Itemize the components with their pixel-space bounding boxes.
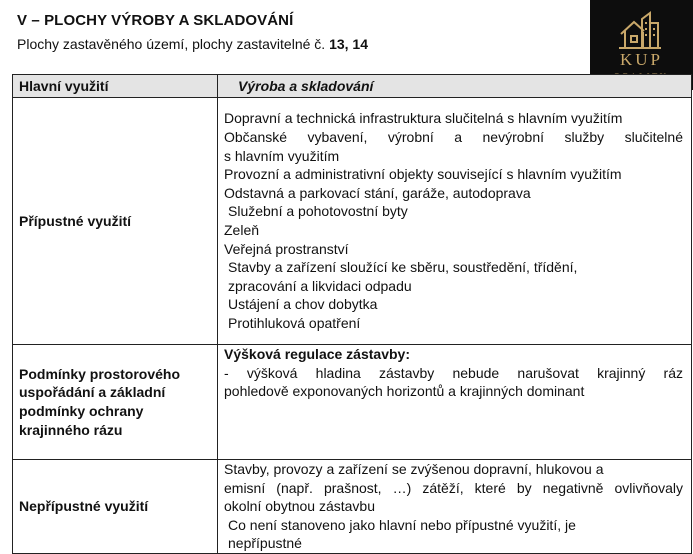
house-buildings-icon	[618, 10, 664, 52]
row-content-permitted	[218, 98, 692, 345]
subtitle-numbers: 13, 14	[329, 36, 368, 52]
list-item: - výšková hladina zástavby nebude narušovat krajinný ráz	[224, 364, 683, 381]
list-item: s hlavním využitím	[224, 147, 340, 164]
list-item: Dopravní a technická infrastruktura slučitelná s hlavním využitím	[224, 110, 623, 127]
regulation-table	[12, 74, 692, 554]
subtitle-text: Plochy zastavěného území, plochy zastavitelné č.	[17, 36, 330, 52]
list-item: pohledově exponovaných horizontů a krajinných dominant	[224, 383, 585, 400]
section-heading: Výšková regulace zástavby:	[224, 346, 410, 362]
list-item: Protihluková opatření	[228, 314, 361, 331]
page-subtitle	[17, 36, 368, 52]
table-row-permitted	[13, 98, 692, 345]
header-main-use-value: Výroba a skladování	[218, 75, 692, 98]
list-item: zpracování a likvidaci odpadu	[228, 277, 412, 294]
header-main-use-label: Hlavní využití	[13, 75, 218, 98]
row-label-spatial-conditions: Podmínky prostorového uspořádání a základní podmínky ochrany krajinného rázu	[13, 345, 218, 460]
list-item: Ustájení a chov dobytka	[228, 296, 378, 313]
list-item: Provozní a administrativní objekty související s hlavním využitím	[224, 166, 622, 183]
list-item: Zeleň	[224, 222, 260, 238]
page-title: V – PLOCHY VÝROBY A SKLADOVÁNÍ	[17, 12, 294, 29]
list-item: okolní obytnou zástavbu	[224, 498, 375, 515]
list-item: Občanské vybavení, výrobní a nevýrobní služby slučitelné	[224, 129, 683, 146]
logo-brand: KUP	[619, 50, 663, 69]
list-item: Odstavná a parkovací stání, garáže, autodoprava	[224, 184, 531, 201]
table-row-prohibited	[13, 460, 692, 554]
row-label-prohibited: Nepřípustné využití	[13, 460, 218, 554]
list-item: Stavby, provozy a zařízení se zvýšenou dopravní, hlukovou a	[224, 461, 604, 477]
row-content-spatial-conditions	[218, 345, 692, 460]
list-item: Veřejná prostranství	[224, 240, 349, 257]
table-header-row	[13, 75, 692, 98]
list-item: emisní (např. prašnost, …) zátěží, které by negativně ovlivňovaly	[224, 479, 683, 496]
row-content-prohibited	[218, 460, 692, 554]
list-item: Co není stanoveno jako hlavní nebo přípustné využití, je	[228, 516, 576, 533]
list-item: Služební a pohotovostní byty	[228, 203, 408, 220]
list-item: Stavby a zařízení sloužící ke sběru, soustředění, třídění,	[228, 259, 578, 276]
list-item: nepřípustné	[228, 535, 302, 552]
row-label-permitted: Přípustné využití	[13, 98, 218, 345]
table-row-spatial-conditions	[13, 345, 692, 460]
